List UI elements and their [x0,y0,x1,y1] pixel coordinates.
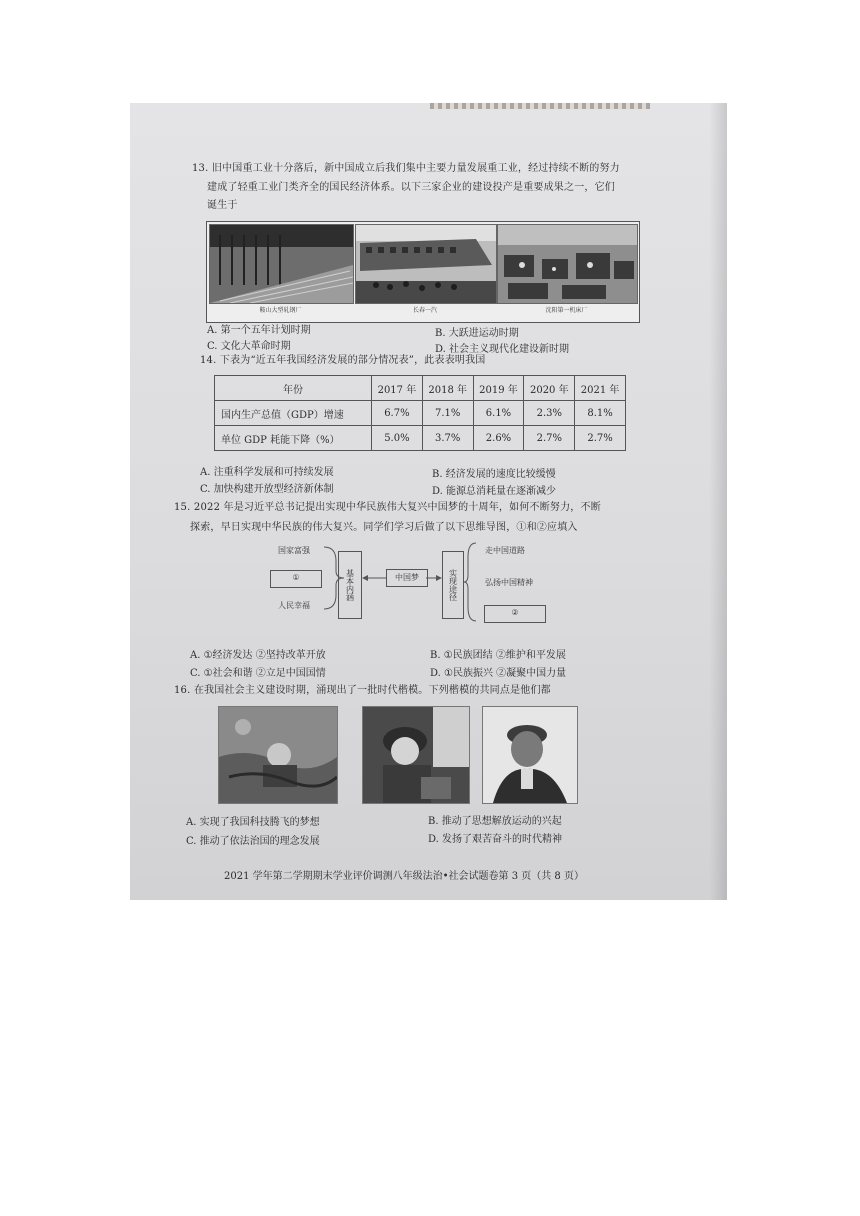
q14-option-a[interactable]: A. 注重科学发展和可持续发展 [200,467,334,478]
q16-option-d[interactable]: D. 发扬了艰苦奋斗的时代精神 [428,834,563,845]
steel-mill-photo [209,224,354,304]
blank-2-label: ② [511,608,519,617]
table-header: 2020 年 [524,376,575,401]
table-cell: 5.0% [372,426,423,451]
table-header: 2019 年 [473,376,524,401]
q13-line1: 13. 旧中国重工业十分落后，新中国成立后我们集中主要力量发展重工业，经过持续不断的努力 [192,163,620,174]
caption-faw: 长春一汽 [412,307,437,314]
q13-option-c[interactable]: C. 文化大革命时期 [207,341,291,352]
q13-photo-strip [206,221,640,323]
table-cell: 2.6% [473,426,524,451]
chinese-dream-label: 中国梦 [395,573,419,582]
table-cell: 2.3% [524,401,575,426]
q14-option-d[interactable]: D. 能源总消耗量在逐渐减少 [432,486,557,497]
table-cell: 6.1% [473,401,524,426]
page-shadow [709,103,727,900]
q15-line1: 15. 2022 年是习近平总书记提出实现中华民族伟大复兴中国梦的十周年，如何不断努力，不断 [174,502,601,513]
mm-implementation-path: 实现途径 [442,551,464,619]
arrow-right-icon [426,573,442,583]
exam-page [130,103,727,900]
table-header: 2021 年 [575,376,626,401]
q15-line2: 探索，早日实现中华民族的伟大复兴。同学们学习后做了以下思维导图，①和②应填入 [190,522,578,533]
q14-option-b[interactable]: B. 经济发展的速度比较缓慢 [432,469,556,480]
q13-option-b[interactable]: B. 大跃进运动时期 [435,328,519,339]
q15-option-c[interactable]: C. ①社会和谐 ②立足中国国情 [190,668,326,679]
q16-option-c[interactable]: C. 推动了依法治国的理念发展 [186,836,320,847]
mm-national-prosperity: 国家富强 [278,546,310,555]
q14-stem: 14. 下表为“近五年我国经济发展的部分情况表”，此表表明我国 [200,355,486,366]
caption-anshan: 鞍山大型轧钢厂 [259,307,302,314]
q13-line2: 建成了轻重工业门类齐全的国民经济体系。以下三家企业的建设投产是重要成果之一，它们 [207,182,615,193]
table-row [215,401,626,426]
table-cell: 6.7% [372,401,423,426]
table-cell: 7.1% [422,401,473,426]
table-header-row [215,376,626,401]
q13-option-a[interactable]: A. 第一个五年计划时期 [207,325,311,336]
q16-stem: 16. 在我国社会主义建设时期，涌现出了一批时代楷模。下列楷模的共同点是他们都 [174,685,551,696]
mm-blank-2[interactable] [484,605,546,623]
mm-chinese-dream [386,569,428,587]
background-lace [430,103,650,109]
q15-option-b[interactable]: B. ①民族团结 ②维护和平发展 [430,650,566,661]
blank-1-label: ① [292,573,300,582]
worker-in-mud-photo [218,706,338,804]
q16-option-b[interactable]: B. 推动了思想解放运动的兴起 [428,816,562,827]
right-brace [464,539,480,625]
q15-option-a[interactable]: A. ①经济发达 ②坚持改革开放 [190,650,326,661]
mm-people-happiness: 人民幸福 [278,601,310,610]
table-cell: 2.7% [575,426,626,451]
elderly-man-photo [482,706,578,804]
q15-option-d[interactable]: D. ①民族振兴 ②凝聚中国力量 [430,668,567,679]
mm-basic-connotation: 基本内涵 [338,551,362,619]
q16-option-a[interactable]: A. 实现了我国科技腾飞的梦想 [186,817,320,828]
table-header: 年份 [215,376,372,401]
q13-line3: 诞生于 [207,200,238,211]
caption-shenyang: 沈阳第一机床厂 [545,307,588,314]
faw-photo [355,224,497,304]
table-cell: 单位 GDP 耗能下降（%） [215,426,372,451]
q13-option-d[interactable]: D. 社会主义现代化建设新时期 [435,344,570,355]
table-cell: 8.1% [575,401,626,426]
table-header: 2018 年 [422,376,473,401]
q14-option-c[interactable]: C. 加快构建开放型经济新体制 [200,484,334,495]
table-cell: 国内生产总值（GDP）增速 [215,401,372,426]
page-footer: 2021 学年第二学期期末学业评价调测八年级法治•社会试题卷第 3 页（共 8 页） [224,871,584,882]
arrow-left-icon [362,573,386,583]
table-header: 2017 年 [372,376,423,401]
table-cell: 3.7% [422,426,473,451]
soldier-portrait-photo [362,706,470,804]
machine-tool-photo [497,224,638,304]
mm-chinese-spirit: 弘扬中国精神 [485,578,533,587]
table-cell: 2.7% [524,426,575,451]
table-row [215,426,626,451]
economy-table [214,375,626,451]
mm-blank-1[interactable] [270,570,322,588]
mm-chinese-path: 走中国道路 [485,546,525,555]
